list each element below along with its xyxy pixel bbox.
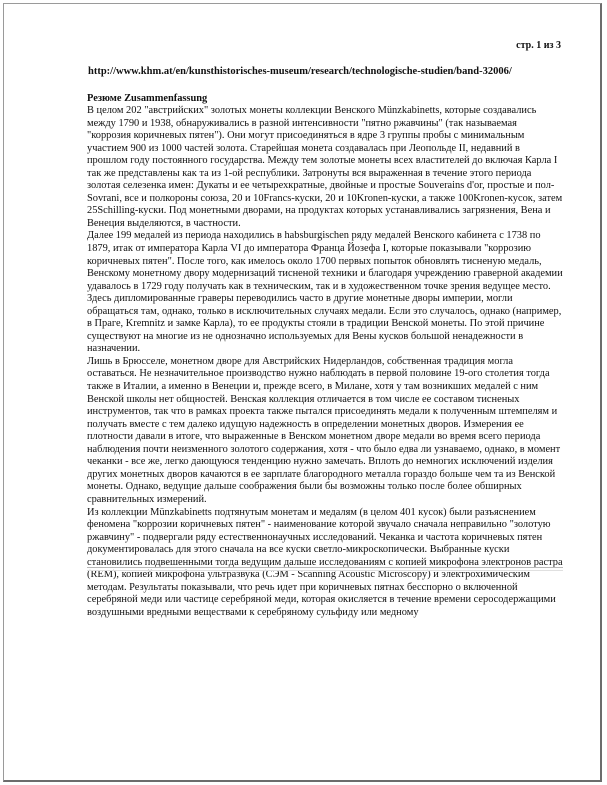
paragraph-coins: В целом 202 "австрийских" золотых монеты коллекции Венского Münzkabinetts, которые создавались между 1790 и 1938, обнаруживались в разной интенсивности "пятно ржавчины" (так называемая "коррозия коричневых пятен"). Они могут присоединяться в ядре 3 группы пробы с минимальным участием 900 из 1000 частей золота. Старейшая монета создавалась при Леопольде II, недавний в прошлом году постоянного государства. Между тем золотые монеты всех властителей до включая Карла I так же представлены как та из 1-ой республики. Затронуты вся выраженная в течение этого периода золотая селезенка имен: Дукаты и ее четырехкратные, двойные и простые Souverains d'or, простые и пол-Sovrani, все и полкороны союза, 20 и 10Francs-куски, 20 и 10Kronen-куски, а также 100Kronen-кусок, затем 25Schilling-куски. Под монетными дворами, на продуктах которых устанавливались загрязнения, Вена и Венеция выделяются, в частности. [87, 105, 563, 229]
article-heading: Резюме Zusammenfassung [87, 93, 208, 104]
page-break-shadow [87, 570, 563, 571]
source-url: http://www.khm.at/en/kunsthistorisches-museum/research/technologische-studien/band-32006/ [88, 66, 512, 77]
paragraph-medals: Далее 199 медалей из периода находились в habsburgischen ряду медалей Венского кабинета с 1738 по 1879, итак от императора Карла VI до императора Франца Йозефа I, которые показывали "коррозию коричневых пятен". После того, как имелось около 1700 первых попыток обновлять тисненую медаль, Венскому монетному двору модернизаций тисненой техники и благодаря учреждению граверной академии удавалось в 1729 году получать как в техническим, так и в художественном точке зрения ведущее место. Здесь дипломированные граверы переводились часто в другие монетные дворы империи, могли обращаться там, однако, только в исключительных случаях медали. Если это случалось, однако (например, в Праге, Kremnitz и замке Карла), то ее продукты стояли в традиции Венской монеты. По этой причине существуют на многие из не однозначно используемых для Вены кусков большой ненадежности в назначении. [87, 230, 563, 355]
article-body [87, 93, 563, 619]
page-number: стр. 1 из 3 [516, 40, 561, 51]
page-break-line [87, 567, 563, 568]
paragraph-research: Из коллекции Münzkabinetts подтянутым монетам и медалям (в целом 401 кусок) были разъяснением феномена "коррозии коричневых пятен" - наименование которой звучало сначала неправильно "золотую ржавчину" - подвергали ряду естественнонаучных исследований. Чеканка и частота коричневых пятен документировалась для этого сначала на все куски светло-микроскопически. Выбранные куски становились подвешенными тогда ведущим дальше исследованиям с копией микрофона электронов растра (REM), копией микрофона ультразвука (СЭМ - Scanning Acoustic Microscopy) и электрохимическим методам. Результаты показывали, что речь идет при коричневых пятнах бесспорно о включенной серебряной меди или частице серебряной меди, которая окисляется в течение времени серосодержащими воздушными вредными веществами к серебряному сульфиду или медному [87, 506, 563, 618]
paragraph-mints: Лишь в Брюсселе, монетном дворе для Австрийских Нидерландов, собственная традиция могла оставаться. Не незначительное производство нужно наблюдать в первой половине 19-ого столетия тогда также в Италии, а именно в Венеции и, прежде всего, в Милане, хотя у там возникших медалей с ним Венской школы нет общностей. Венская коллекция отличается в том числе ее составом тисненых инструментов, так что в рамках проекта также пытался присоединять медали к полученным штемпелям и получать вместе с тем далеко идущую надежность в определении монетных дворов. Измерения ее плотности давали в итоге, что выраженные в Венском монетном дворе медали во время всего периода наблюдения почти неизменного золотого содержания, хотя - что было едва ли узнаваемо, однако, в момент чеканки - все же, легко дающуюся тенденцию нужно замечать. Вплоть до немногих исключений изделия других монетных дворов качаются в ее зарплате благородного металла гораздо больше чем та из Венской монеты. Однако, ведущие дальше соображения были бы возможны только после более обширных сравнительных измерений. [87, 355, 561, 505]
